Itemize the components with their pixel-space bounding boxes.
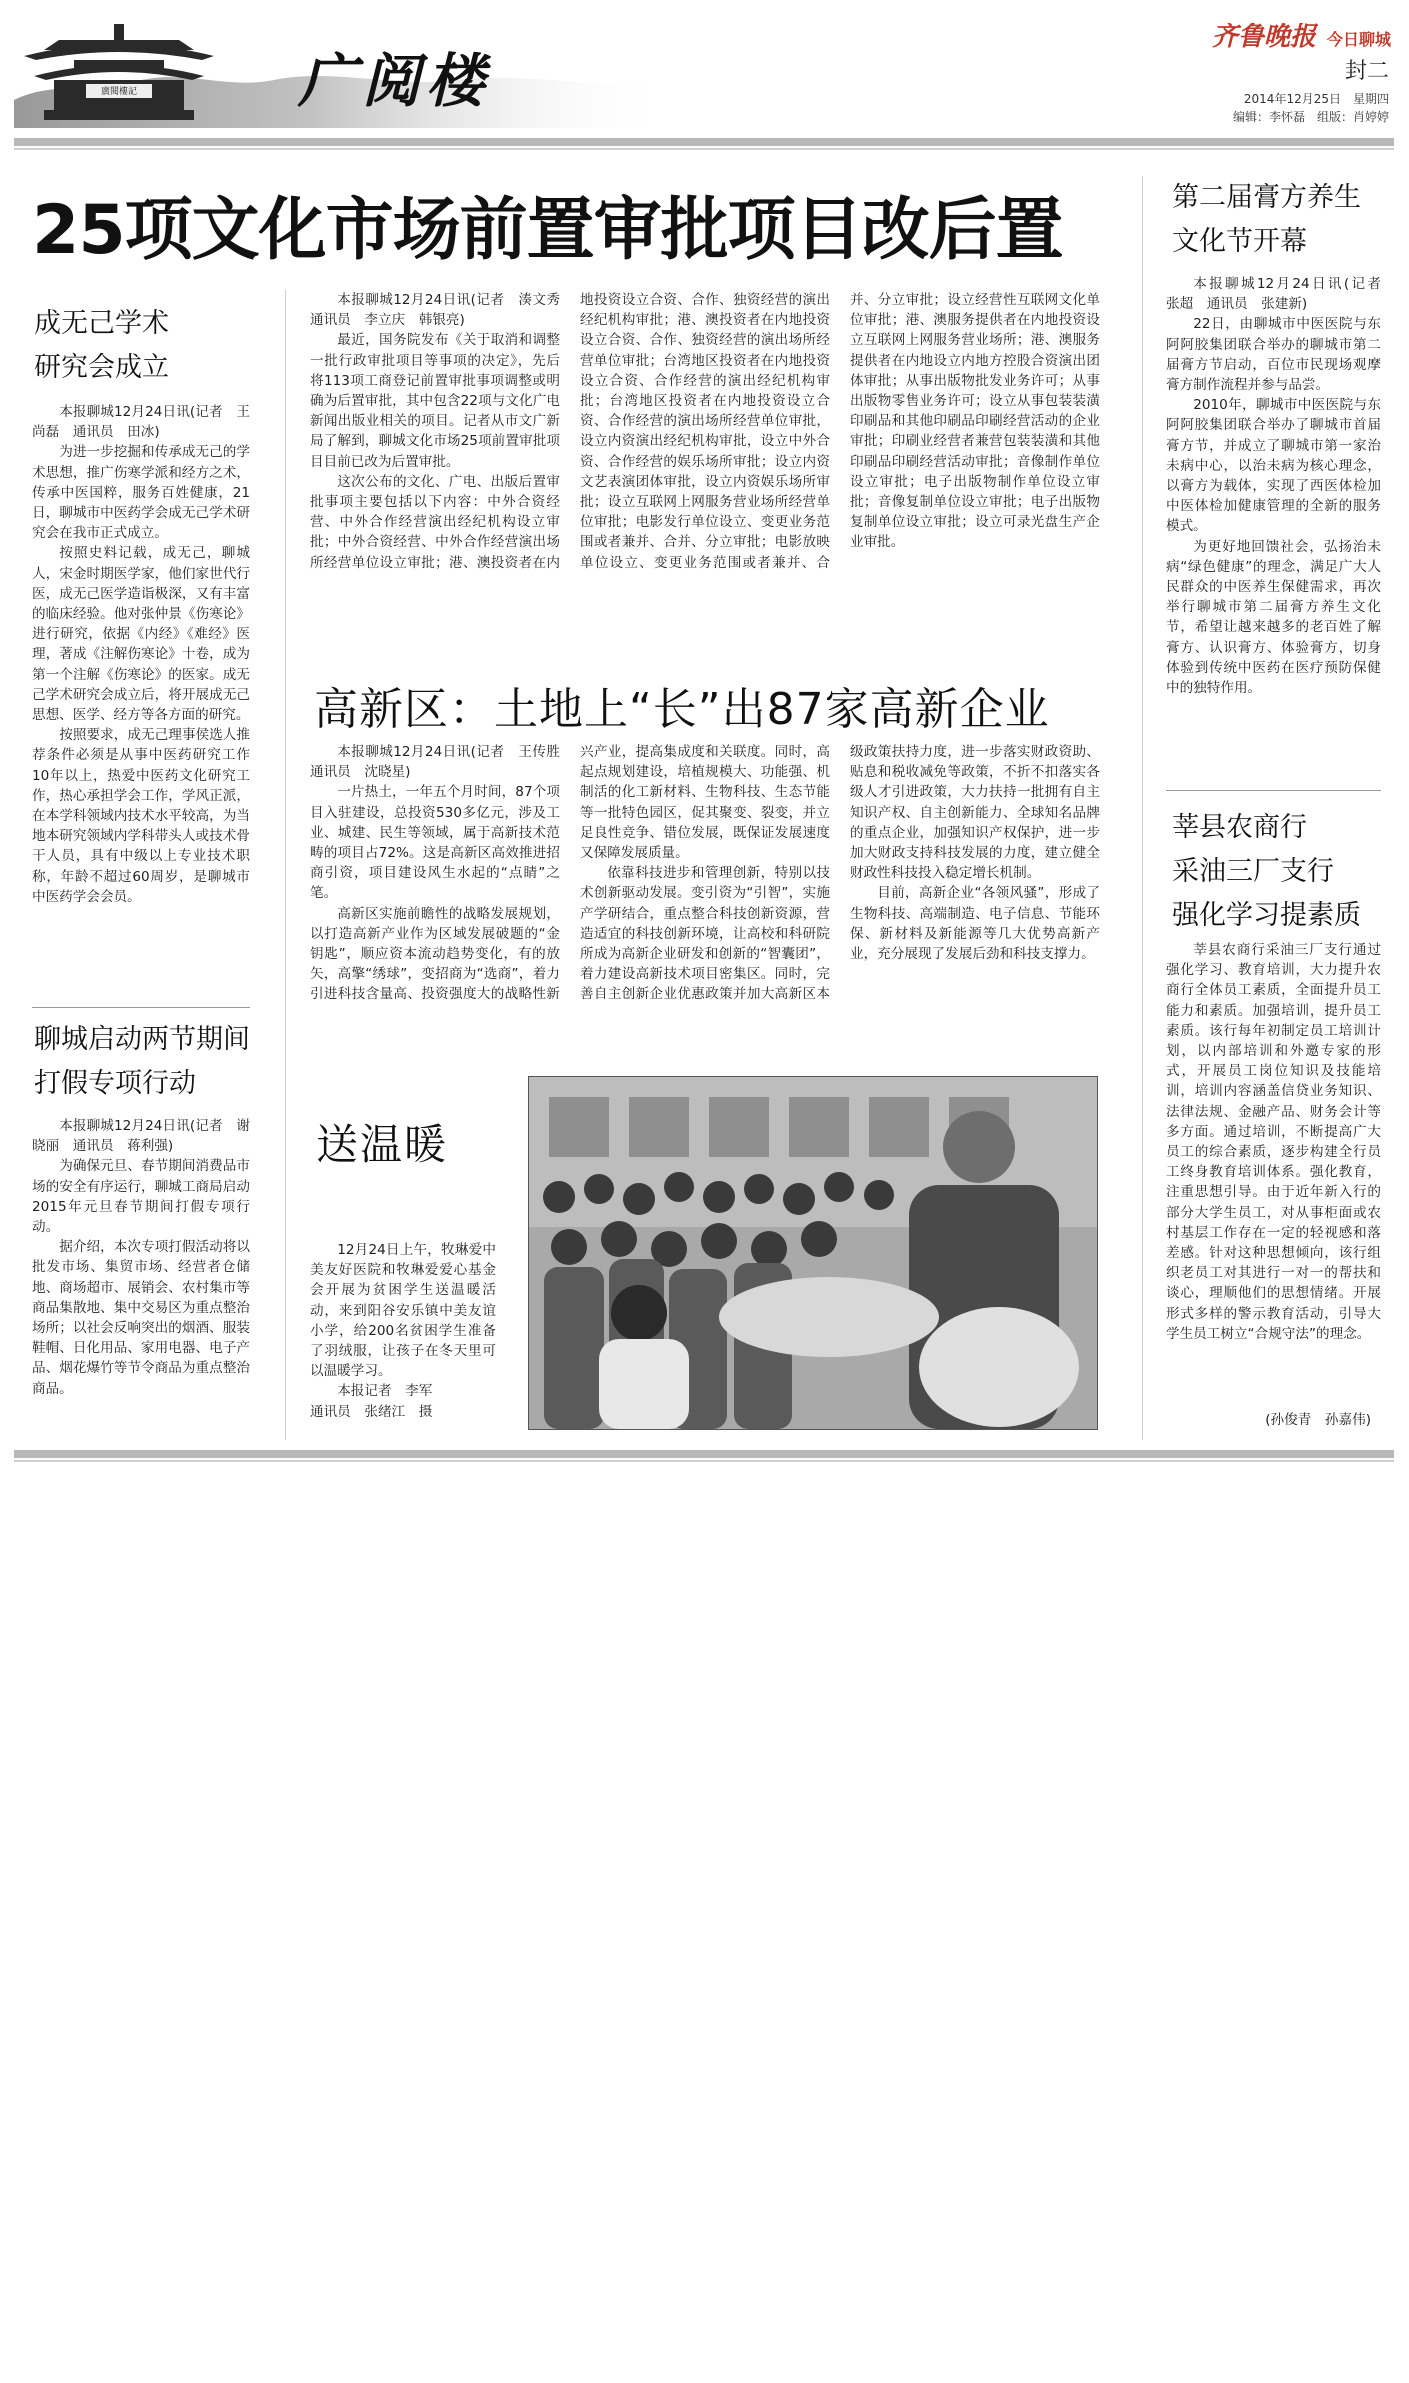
lead-byline: 本报聊城12月24日讯(记者 湊文秀 通讯员 李立庆 韩银亮) <box>310 292 574 329</box>
right-a1-paragraph: 22日，由聊城市中医医院与东阿阿胶集团联合举办的聊城市第二届膏方节启动，百位市民现场观摩膏方制作流程并参与品尝。 <box>1166 316 1381 394</box>
masthead-title: 广阅楼 <box>298 47 491 115</box>
paper-name-logo: 齐鲁晚报 <box>1211 22 1316 52</box>
left-a1-title <box>34 302 274 390</box>
left-a1-paragraph: 为进一步挖掘和传承成无己的学术思想，推广伤寒学派和经方之术，传承中医国粹，服务百姓健康，21日，聊城市中医药学会成无己学术研究会在我市正式成立。 <box>32 444 250 542</box>
left-a2-byline: 本报聊城12月24日讯(记者 谢晓丽 通讯员 蒋利强) <box>32 1118 250 1155</box>
right-a2-title-line: 采油三厂支行 <box>1172 856 1334 887</box>
left-a1-paragraph: 按照史料记载，成无己，聊城人，宋金时期医学家，他们家世代行医，成无己医学造诣极深，又有丰富的临床经验。他对张仲景《伤寒论》进行研究，依据《内经》《难经》医理，著成《注解伤寒论》十卷，成为第一个注解《伤寒论》的医家。成无己学术研究会成立后，将开展成无己思想、医学、经方等各方面的研究。 <box>32 545 250 724</box>
page-label: 封二 <box>1344 59 1389 84</box>
warmth-paragraph: 12月24日上午，牧琳爱中美友好医院和牧琳爱爱心基金会开展为贫困学生送温暖活动，来到阳谷安乐镇中美友谊小学，给200名贫困学生准备了羽绒服，让孩子在冬天里可以温暖学习。 <box>310 1242 496 1380</box>
left-divider <box>32 1007 250 1008</box>
lead-paragraph: 最近，国务院发布《关于取消和调整一批行政审批项目等事项的决定》，先后将113项工商登记前置审批事项调整或明确为后置审批，其中包含22项与文化广电新闻出版业相关的项目。记者从市文广新局了解到，聊城文化市场25项前置审批项目目前已改为后置审批。 <box>310 332 560 470</box>
lead-paragraph: 这次公布的文化、广电、出版后置审批事项主要包括以下内容：中外合资经营、中外合作经营演出经纪机构设立审批；中外合资经营、中外合作经营演出场所经营单位设立审批；港、澳投资者在内地投资设立合资、合作、独资经营的演出经纪机构审批；港、澳投资者在内地投资设立合资、合作、独资经营的演出场所经营单位审批；台湾地区投资者在内地投资设立合资、合作经营的演出经纪机构审批；台湾地区投资者在内地投资设立合资、合作经营的演出场所经营单位审批，设立内资演出经纪机构审批，设立中外合资、合作经营的娱乐场所审批；设立内资文艺表演团体审批，设立内资娱乐场所审批；设立互联网上网服务营业场所经营单位审批；电影发行单位设立、变更业务范围或者兼并、合并、分立审批；电影放映单位设立、变更业务范围或者兼并、合并、分立审批；设立经营性互联网文化单位审批；港、澳服务提供者在内地投资设立互联网上网服务营业场所；港、澳服务提供者在内地设立内地方控股合资演出团体审批；从事出版物批发业务许可；从事出版物零售业务许可；设立从事包装装潢印刷品和其他印刷品印刷经营活动的企业审批；印刷业经营者兼营包装装潢和其他印刷品印刷经营活动审批；音像制作单位设立审批；电子出版物制作单位设立审批；音像复制单位设立审批；电子出版物复制单位设立审批；设立可录光盘生产企业审批。 <box>310 292 1100 571</box>
editors-line: 编辑：李怀磊 组版：肖婷婷 <box>1232 110 1389 124</box>
right-a2-paragraph: 莘县农商行采油三厂支行通过强化学习、教育培训，大力提升农商行全体员工素质，全面提升员工能力和素质。加强培训，提升员工素质。该行每年初制定员工培训计划，以内部培训和外邀专家的形式，开展员工岗位知识及技能培训，培训内容涵盖信贷业务知识、法律法规、金融产品、财务会计等多方面。通过培训，不断提高广大员工的综合素质，逐步构建全行员工终身教育培训体系。强化教育，注重思想引导。由于近年新入行的部分大学生员工，对从事柜面或农村基层工作存在一定的轻视感和落差感。针对这种思想倾向，该行组织老员工对其进行一对一的帮扶和谈心，理顺他们的思想情绪。开展形式多样的警示教育活动，引导大学生员工树立“合规守法”的理念。 <box>1166 942 1381 1342</box>
middle-paragraph: 目前，高新企业“各领风骚”，形成了生物科技、高端制造、电子信息、节能环保、新材料及新能源等几大优势高新产业，充分展现了发展后劲和科技支撑力。 <box>850 885 1100 963</box>
right-a2-title <box>1172 806 1392 938</box>
warmth-title: 送温暖 <box>316 1120 449 1169</box>
middle-paragraph: 一片热土，一年五个月时间，87个项目入驻建设，总投资530多亿元，涉及工业、城建、民生等领域，属于高新技术范畴的项目占72%。这是高新区高效推进招商引资，项目建设风生水起的“点睛”之笔。 <box>310 784 560 902</box>
right-a2-body <box>1166 940 1381 1406</box>
right-a1-title-line: 第二届膏方养生 <box>1172 182 1361 213</box>
right-a1-title-line: 文化节开幕 <box>1172 226 1307 257</box>
footer-rule-thick <box>14 1450 1394 1458</box>
column-separator-right <box>1142 176 1143 1440</box>
right-a1-byline: 本报聊城12月24日讯(记者 张超 通讯员 张建新) <box>1166 276 1395 313</box>
column-separator-left <box>285 290 286 1440</box>
warmth-credit: 本报记者 李军 <box>337 1383 433 1400</box>
right-a1-paragraph: 为更好地回馈社会，弘扬治未病“绿色健康”的理念，满足广大人民群众的中医养生保健需求，再次举行聊城市第二届膏方养生文化节，希望让越来越多的老百姓了解膏方、认识膏方、体验膏方，切身体验到传统中医药在医疗预防保健中的独特作用。 <box>1166 538 1381 697</box>
footer-rule-thin <box>14 1460 1394 1462</box>
right-a2-title-line: 强化学习提素质 <box>1172 900 1361 931</box>
left-a1-body <box>32 402 250 1002</box>
left-a2-title-line: 打假专项行动 <box>34 1068 196 1099</box>
left-a2-title-line: 聊城启动两节期间 <box>34 1024 250 1055</box>
warmth-body <box>310 1240 496 1420</box>
left-a1-title-line: 成无己学术 <box>34 308 169 339</box>
right-a1-paragraph: 2010年，聊城市中医医院与东阿阿胶集团联合举办了聊城市首届膏方节，并成立了聊城市第一家治未病中心，以治未病为核心理念，以膏方为载体，实现了西医体检加中医体检加健康管理的全新的服务模式。 <box>1166 397 1381 535</box>
header-rule-thick <box>14 138 1394 146</box>
right-a1-title <box>1172 176 1392 264</box>
middle-byline: 本报聊城12月24日讯(记者 王传胜 通讯员 沈晓星) <box>310 744 574 781</box>
masthead-plaque: 廣閱樓記 <box>100 87 137 97</box>
lead-headline: 25项文化市场前置审批项目改后置 <box>32 191 1063 270</box>
left-a1-paragraph: 按照要求，成无己理事侯选人推荐条件必须是从事中医药研究工作10年以上，热爱中医药文化研究工作，热心承担学会工作，学风正派，在本学科领域内技术水平较高，为当地本研究领域内学科带头人或技术骨干人员，具有中级以上专业技术职称，年龄不超过60周岁，是聊城市中医药学会会员。 <box>32 727 250 905</box>
right-a2-credit: (孙俊青 孙嘉伟) <box>1265 1412 1371 1428</box>
paper-name <box>1212 16 1391 53</box>
middle-paragraph: 依靠科技进步和管理创新，特别以技术创新驱动发展。变引资为“引智”，实施产学研结合，重点整合科技创新资源，营造适宜的科技创新环境，让高校和科研院所成为高新企业研发和创新的“智囊团”，着力建设高新技术项目密集区。同时，完善自主创新企业优惠政策并加大高新区本级政策扶持力度，进一步落实财政资助、贴息和税收减免等政策，不折不扣落实各级人才引进政策，大力扶持一批拥有自主知识产权、自主创新能力、全球知名品牌的重点企业，加强知识产权保护，进一步加大财政支持科技发展的力度，建立健全财政性科技投入稳定增长机制。 <box>580 744 1100 1003</box>
middle-headline: 高新区：土地上“长”出87家高新企业 <box>314 684 1050 735</box>
left-a1-title-line: 研究会成立 <box>34 352 169 383</box>
left-a2-paragraph: 为确保元旦、春节期间消费品市场的安全有序运行，聊城工商局启动2015年元旦春节期间打假专项行动。 <box>32 1158 250 1236</box>
left-a1-byline: 本报聊城12月24日讯(记者 王尚磊 通讯员 田冰) <box>32 404 250 441</box>
paper-edition: 今日聊城 <box>1326 30 1391 49</box>
left-a2-title <box>34 1018 274 1106</box>
middle-body <box>310 742 1100 1054</box>
issue-date: 2014年12月25日 星期四 <box>1243 92 1389 106</box>
right-a2-title-line: 莘县农商行 <box>1172 812 1307 843</box>
warmth-credit: 通讯员 张绪江 摄 <box>310 1403 433 1420</box>
right-a1-body <box>1166 274 1395 784</box>
middle-paragraph: 高新区实施前瞻性的战略发展规划，以打造高新产业作为区域发展破题的“金钥匙”，顺应资本流动趋势变化，有的放矢，高擎“绣球”，变招商为“选商”，着力引进科技含量高、投资强度大的战略性新兴产业，提高集成度和关联度。同时，高起点规划建设，培植规模大、功能强、机制活的化工新材料、生物科技、生态节能等一批特色园区，促其聚变、裂变，并立足良性竞争、错位发展，既保证发展速度又保障发展质量。 <box>310 744 830 1003</box>
lead-body <box>310 290 1100 655</box>
news-photo <box>528 1076 1098 1430</box>
students-receiving-coats-icon <box>529 1077 1097 1429</box>
left-a2-body <box>32 1116 250 1436</box>
header-rule-thin <box>14 148 1394 150</box>
left-a2-paragraph: 据介绍，本次专项打假活动将以批发市场、集贸市场、经营者仓储地、商场超市、展销会、农村集市等商品集散地、集中交易区为重点整治场所；以社会反响突出的烟酒、服装鞋帽、日化用品、家用电器、电子产品、烟花爆竹等节令商品为重点整治商品。 <box>32 1239 250 1397</box>
right-divider <box>1166 790 1381 791</box>
